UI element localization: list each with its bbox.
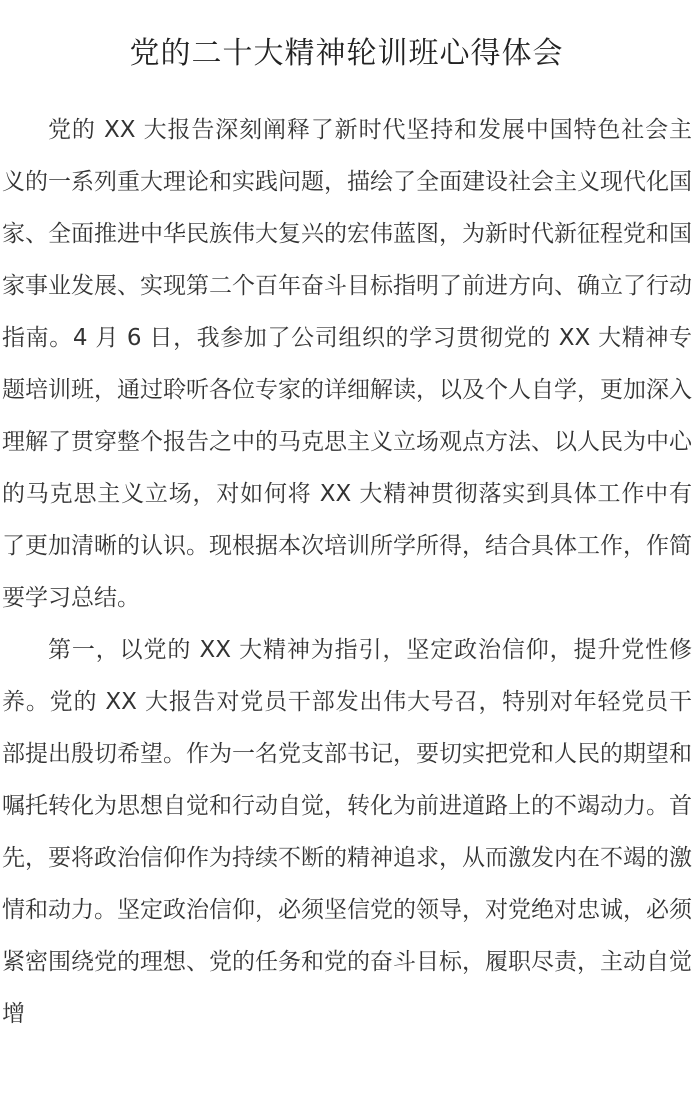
paragraph-intro: 党的 XX 大报告深刻阐释了新时代坚持和发展中国特色社会主义的一系列重大理论和实践问题，描绘了全面建设社会主义现代化国家、全面推进中华民族伟大复兴的宏伟蓝图，为新时代新征程党和国家事业发展、实现第二个百年奋斗目标指明了前进方向、确立了行动指南。4 月 6 日，我参加了公司组织的学习贯彻党的 XX 大精神专题培训班，通过聆听各位专家的详细解读，以及个人自学，更加深入理解了贯穿整个报告之中的马克思主义立场观点方法、以人民为中心的马克思主义立场，对如何将 XX 大精神贯彻落实到具体工作中有了更加清晰的认识。现根据本次培训所学所得，结合具体工作，作简要学习总结。 bbox=[2, 117, 692, 611]
document-title: 党的二十大精神轮训班心得体会 bbox=[129, 36, 564, 71]
paragraph-point-one: 第一，以党的 XX 大精神为指引，坚定政治信仰，提升党性修养。党的 XX 大报告对党员干部发出伟大号召，特别对年轻党员干部提出殷切希望。作为一名党支部书记，要切实把党和人民的期望和嘱托转化为思想自觉和行动自觉，转化为前进道路上的不竭动力。首先，要将政治信仰作为持续不断的精神追求，从而激发内在不竭的激情和动力。坚定政治信仰，必须坚信党的领导，对党绝对忠诚，必须紧密围绕党的理想、党的任务和党的奋斗目标，履职尽责，主动自觉增 bbox=[2, 637, 692, 1027]
article-body bbox=[2, 104, 692, 1040]
